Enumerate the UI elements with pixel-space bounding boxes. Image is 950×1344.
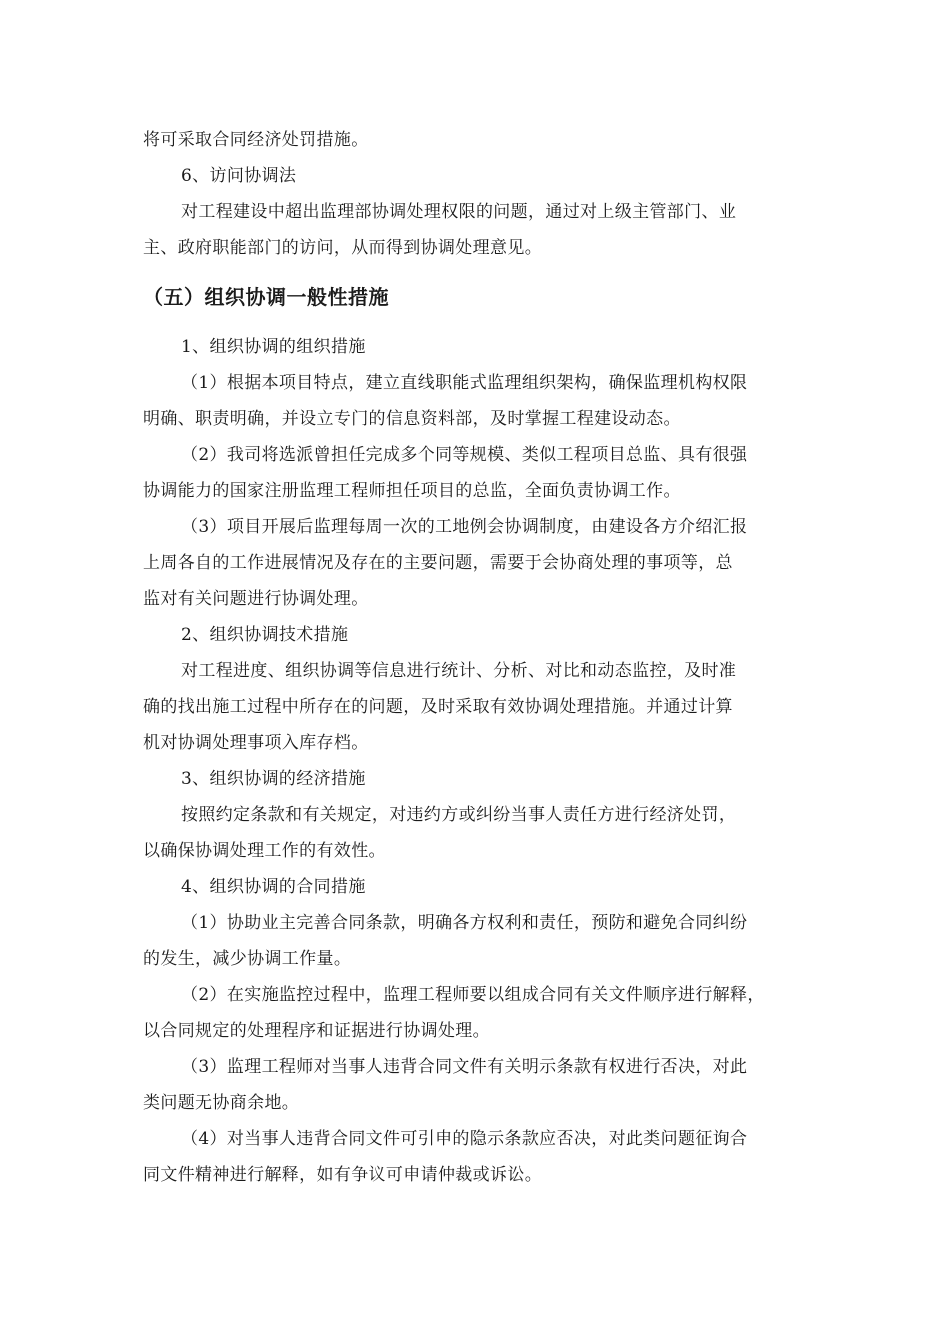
subsection-title: 6、访问协调法 [181, 166, 297, 186]
paragraph-line: 上周各自的工作进展情况及存在的主要问题，需要于会协商处理的事项等，总 [143, 553, 733, 573]
subsection-title: 4、组织协调的合同措施 [181, 877, 366, 897]
paragraph-line: 的发生，减少协调工作量。 [143, 949, 352, 969]
paragraph-line: 将可采取合同经济处罚措施。 [143, 130, 369, 150]
paragraph-line: 协调能力的国家注册监理工程师担任项目的总监，全面负责协调工作。 [143, 481, 681, 501]
subsection-title: 1、组织协调的组织措施 [181, 337, 366, 357]
paragraph-line: （4）对当事人违背合同文件可引申的隐示条款应否决，对此类问题征询合 [181, 1129, 748, 1149]
paragraph-line: （1）协助业主完善合同条款，明确各方权利和责任，预防和避免合同纠纷 [181, 913, 748, 933]
paragraph-line: 监对有关问题进行协调处理。 [143, 589, 369, 609]
paragraph-line: 主、政府职能部门的访问，从而得到协调处理意见。 [143, 238, 543, 258]
paragraph-line: 对工程建设中超出监理部协调处理权限的问题，通过对上级主管部门、业 [181, 202, 737, 222]
paragraph-line: （2）在实施监控过程中，监理工程师要以组成合同有关文件顺序进行解释， [181, 985, 765, 1005]
paragraph-line: 机对协调处理事项入库存档。 [143, 733, 369, 753]
paragraph-line: （1）根据本项目特点，建立直线职能式监理组织架构，确保监理机构权限 [181, 373, 748, 393]
paragraph-line: 明确、职责明确，并设立专门的信息资料部，及时掌握工程建设动态。 [143, 409, 681, 429]
paragraph-line: （3）监理工程师对当事人违背合同文件有关明示条款有权进行否决，对此 [181, 1057, 748, 1077]
paragraph-line: 同文件精神进行解释，如有争议可申请仲裁或诉讼。 [143, 1165, 543, 1185]
paragraph-line: 按照约定条款和有关规定，对违约方或纠纷当事人责任方进行经济处罚， [181, 805, 737, 825]
paragraph-line: 对工程进度、组织协调等信息进行统计、分析、对比和动态监控，及时准 [181, 661, 737, 681]
paragraph-line: 类问题无协商余地。 [143, 1093, 300, 1113]
paragraph-line: 以确保协调处理工作的有效性。 [143, 841, 386, 861]
paragraph-line: 以合同规定的处理程序和证据进行协调处理。 [143, 1021, 490, 1041]
paragraph-line: （2）我司将选派曾担任完成多个同等规模、类似工程项目总监、具有很强 [181, 445, 748, 465]
paragraph-line: 确的找出施工过程中所存在的问题，及时采取有效协调处理措施。并通过计算 [143, 697, 733, 717]
subsection-title: 2、组织协调技术措施 [181, 625, 349, 645]
section-heading: （五）组织协调一般性措施 [143, 285, 389, 309]
subsection-title: 3、组织协调的经济措施 [181, 769, 366, 789]
paragraph-line: （3）项目开展后监理每周一次的工地例会协调制度，由建设各方介绍汇报 [181, 517, 748, 537]
